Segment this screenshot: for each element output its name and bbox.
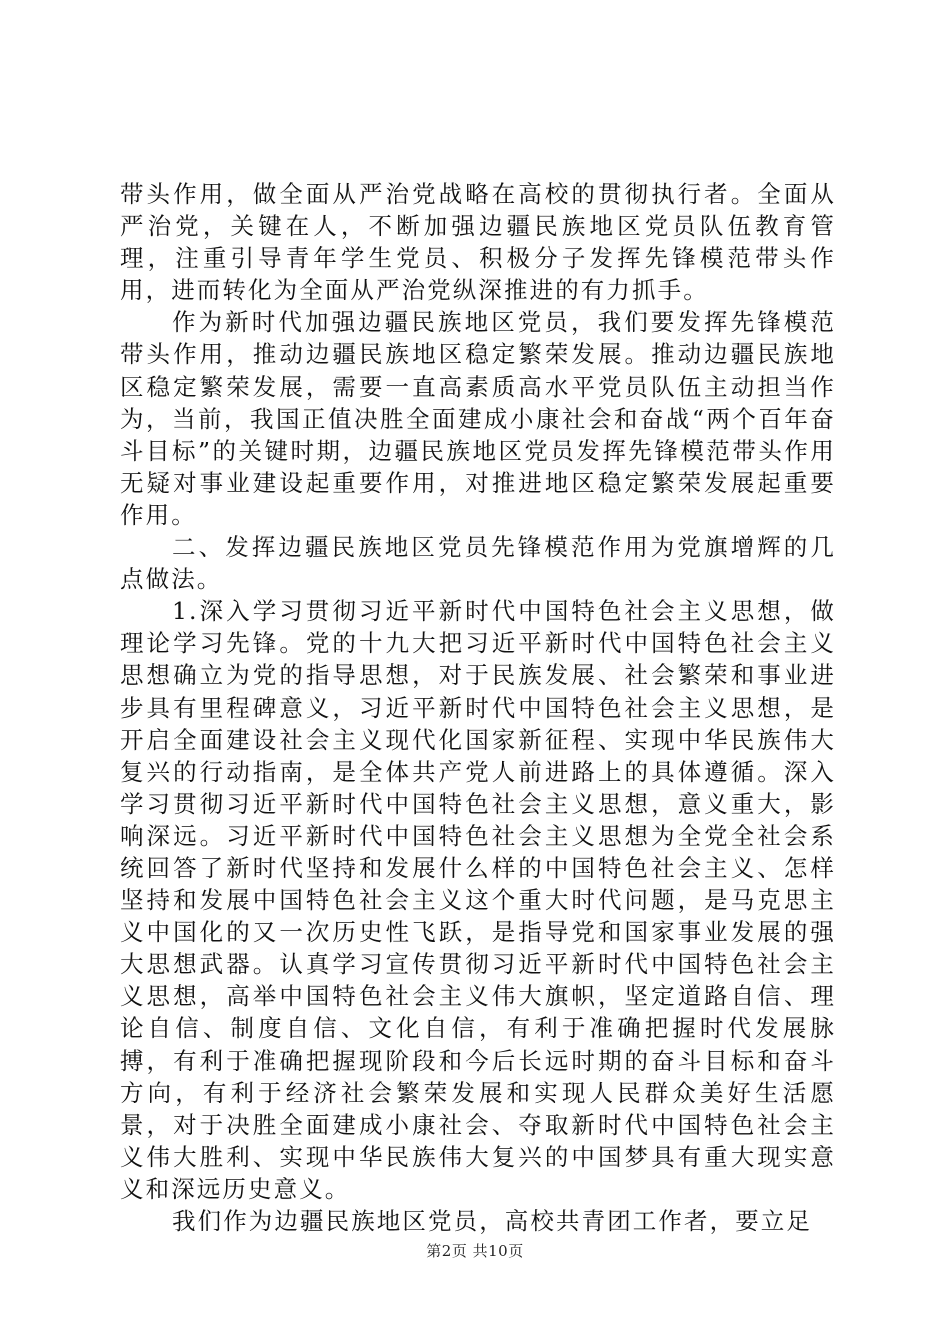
paragraph-continuation: 带头作用，做全面从严治党战略在高校的贯彻执行者。全面从严治党，关键在人，不断加强边疆民族地区党员队伍教育管理，注重引导青年学生党员、积极分子发挥先锋模范带头作用，进而转化为全面从严治党纵深推进的有力抓手。: [120, 180, 836, 305]
section-heading-practices: 二、发挥边疆民族地区党员先锋模范作用为党旗增辉的几点做法。: [120, 533, 836, 594]
document-body: [120, 178, 836, 1237]
paragraph-theory-study: 1.深入学习贯彻习近平新时代中国特色社会主义思想，做理论学习先锋。党的十九大把习近平新时代中国特色社会主义思想确立为党的指导思想，对于民族发展、社会繁荣和事业进步具有里程碑意义，习近平新时代中国特色社会主义思想，是开启全面建设社会主义现代化国家新征程、实现中华民族伟大复兴的行动指南，是全体共产党人前进路上的具体遵循。深入学习贯彻习近平新时代中国特色社会主义思想，意义重大，影响深远。习近平新时代中国特色社会主义思想为全党全社会系统回答了新时代坚持和发展什么样的中国特色社会主义、怎样坚持和发展中国特色社会主义这个重大时代问题，是马克思主义中国化的又一次历史性飞跃，是指导党和国家事业发展的强大思想武器。认真学习宣传贯彻习近平新时代中国特色社会主义思想，高举中国特色社会主义伟大旗帜，坚定道路自信、理论自信、制度自信、文化自信，有利于准确把握时代发展脉搏，有利于准确把握现阶段和今后长远时期的奋斗目标和奋斗方向，有利于经济社会繁荣发展和实现人民群众美好生活愿景，对于决胜全面建成小康社会、夺取新时代中国特色社会主义伟大胜利、实现中华民族伟大复兴的中国梦具有重大现实意义和深远历史意义。: [120, 597, 836, 1203]
paragraph-closing-fragment: 我们作为边疆民族地区党员，高校共青团工作者，要立足: [172, 1207, 812, 1235]
paragraph-role-of-members: 作为新时代加强边疆民族地区党员，我们要发挥先锋模范带头作用，推动边疆民族地区稳定繁荣发展。推动边疆民族地区稳定繁荣发展，需要一直高素质高水平党员队伍主动担当作为，当前，我国正值决胜全面建成小康社会和奋战“两个百年奋斗目标”的关键时期，边疆民族地区党员发挥先锋模范带头作用无疑对事业建设起重要作用，对推进地区稳定繁荣发展起重要作用。: [120, 308, 836, 529]
page-footer: 第2页 共10页: [426, 1242, 524, 1260]
